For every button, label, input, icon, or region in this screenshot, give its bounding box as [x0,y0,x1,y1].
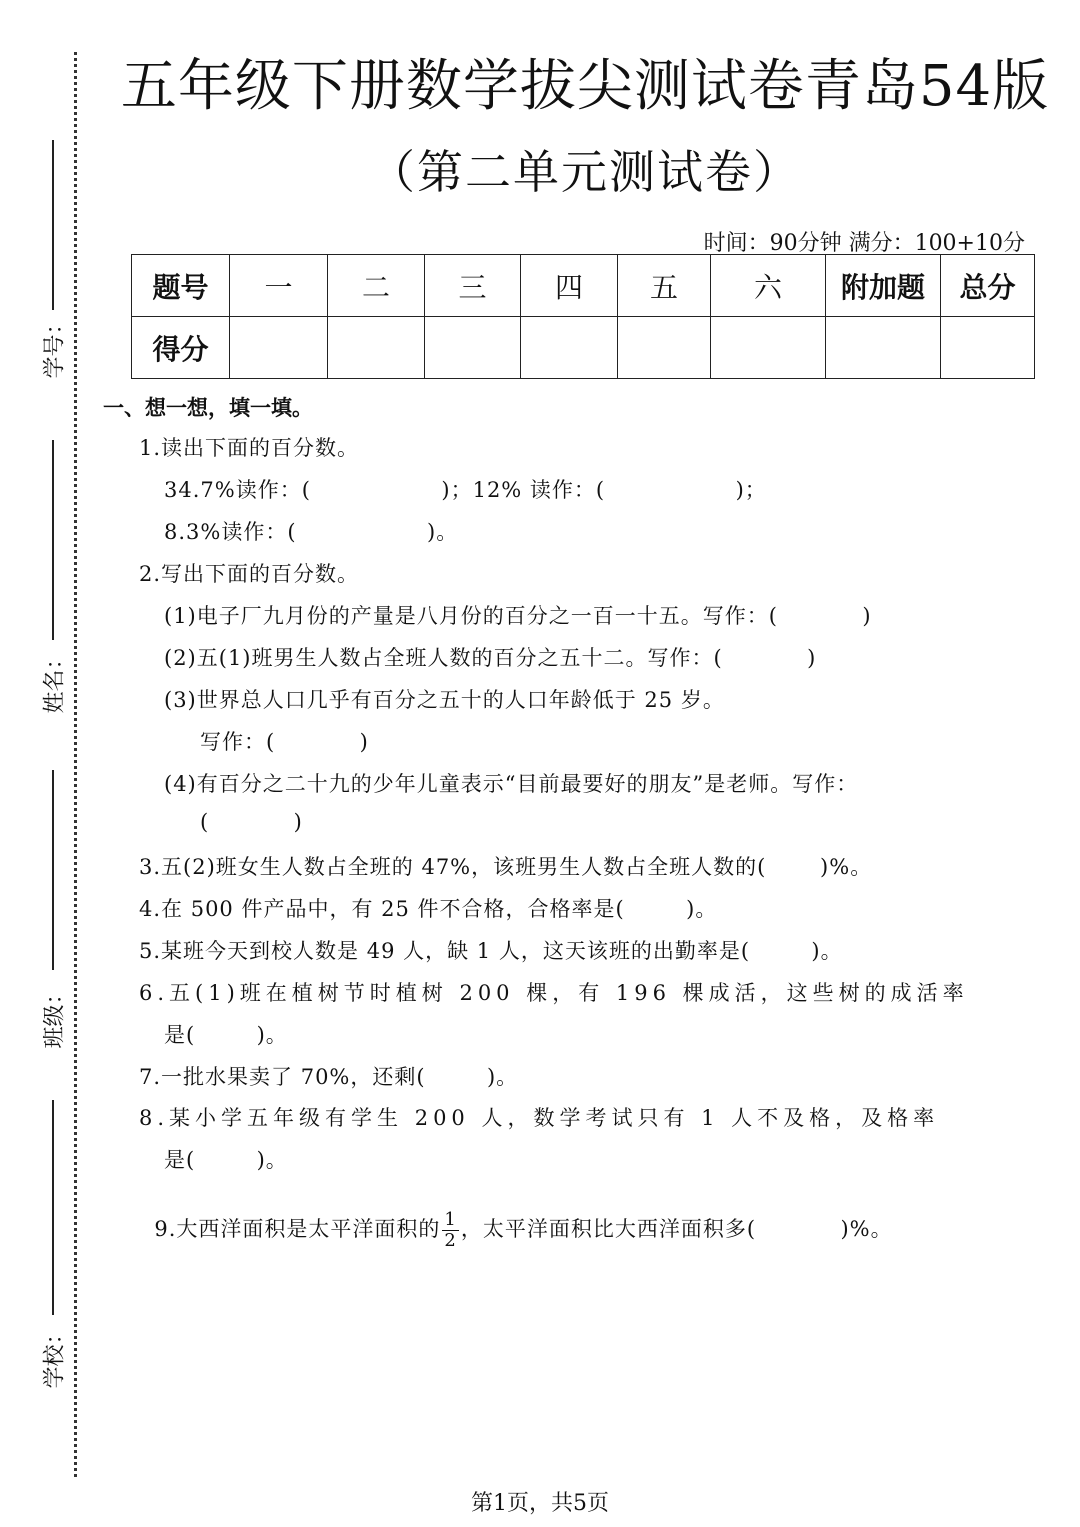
question-2-part-3: (3)世界总人口几乎有百分之五十的人口年龄低于 25 岁。 [164,688,725,712]
score-header-cell: 二 [328,255,425,317]
school-blank [52,1100,54,1315]
question-8-answer: 是( )。 [164,1148,288,1172]
question-9-text-before: 9.大西洋面积是太平洋面积的 [154,1217,441,1241]
score-cell[interactable] [618,317,711,379]
section-1-title: 一、想一想，填一填。 [103,396,313,420]
school-label: 学校： [42,1322,68,1389]
question-6: 6.五(1)班在植树节时植树 200 棵，有 196 棵成活，这些树的成活率 [139,981,969,1005]
class-blank [52,770,54,970]
question-8: 8.某小学五年级有学生 200 人，数学考试只有 1 人不及格，及格率 [139,1106,940,1130]
score-header-cell: 题号 [132,255,230,317]
question-1-stem: 1.读出下面的百分数。 [139,436,360,460]
page-title: 五年级下册数学拔尖测试卷青岛54版 [120,54,1050,119]
question-5: 5.某班今天到校人数是 49 人，缺 1 人，这天该班的出勤率是( )。 [139,939,843,963]
score-header-cell: 五 [618,255,711,317]
page-footer: 第1页，共5页 [471,1491,609,1516]
score-table-header-row [132,255,1035,317]
question-1-line-2: 8.3%读作：( )。 [164,520,459,544]
question-2-part-2: (2)五(1)班男生人数占全班人数的百分之五十二。写作：( ) [164,646,817,670]
score-cell[interactable] [230,317,328,379]
score-cell[interactable] [941,317,1035,379]
question-9-text-after: ，太平洋面积比大西洋面积多( )%。 [460,1217,893,1241]
question-3: 3.五(2)班女生人数占全班的 47%，该班男生人数占全班人数的( )%。 [139,855,873,879]
class-label: 班级： [42,982,68,1049]
score-table-score-row [132,317,1035,379]
exam-info: 时间：90分钟 满分：100+10分 [703,231,1025,256]
question-2-part-1: (1)电子厂九月份的产量是八月份的百分之一百一十五。写作：( ) [164,604,872,628]
score-row-label: 得分 [132,317,230,379]
question-4: 4.在 500 件产品中，有 25 件不合格，合格率是( )。 [139,897,718,921]
student-id-label: 学号： [42,312,68,379]
question-1-line-1: 34.7%读作：( )；12% 读作：( )； [164,478,767,502]
question-2-part-4: (4)有百分之二十九的少年儿童表示“目前最要好的朋友”是老师。写作： [164,772,859,796]
score-header-cell: 三 [425,255,521,317]
name-label: 姓名： [42,647,68,714]
question-7: 7.一批水果卖了 70%，还剩( )。 [139,1065,519,1089]
question-2-part-3-answer: 写作：( ) [200,730,369,754]
score-cell[interactable] [425,317,521,379]
score-cell[interactable] [328,317,425,379]
fraction-one-half [442,1210,458,1251]
name-blank [52,440,54,640]
score-cell[interactable] [521,317,618,379]
score-table [131,254,1035,379]
score-header-cell: 一 [230,255,328,317]
page-subtitle: （第二单元测试卷） [369,145,801,199]
score-header-cell: 总分 [941,255,1035,317]
binding-dashed-line [74,52,77,1477]
score-header-cell: 四 [521,255,618,317]
score-cell[interactable] [711,317,826,379]
score-header-cell: 附加题 [826,255,941,317]
score-cell[interactable] [826,317,941,379]
question-9 [139,1186,893,1251]
fraction-numerator: 1 [444,1209,457,1230]
student-id-blank [52,140,54,310]
question-2-stem: 2.写出下面的百分数。 [139,562,360,586]
score-header-cell: 六 [711,255,826,317]
fraction-denominator: 2 [444,1230,457,1251]
question-6-answer: 是( )。 [164,1023,288,1047]
question-2-part-4-answer: ( ) [200,810,303,834]
